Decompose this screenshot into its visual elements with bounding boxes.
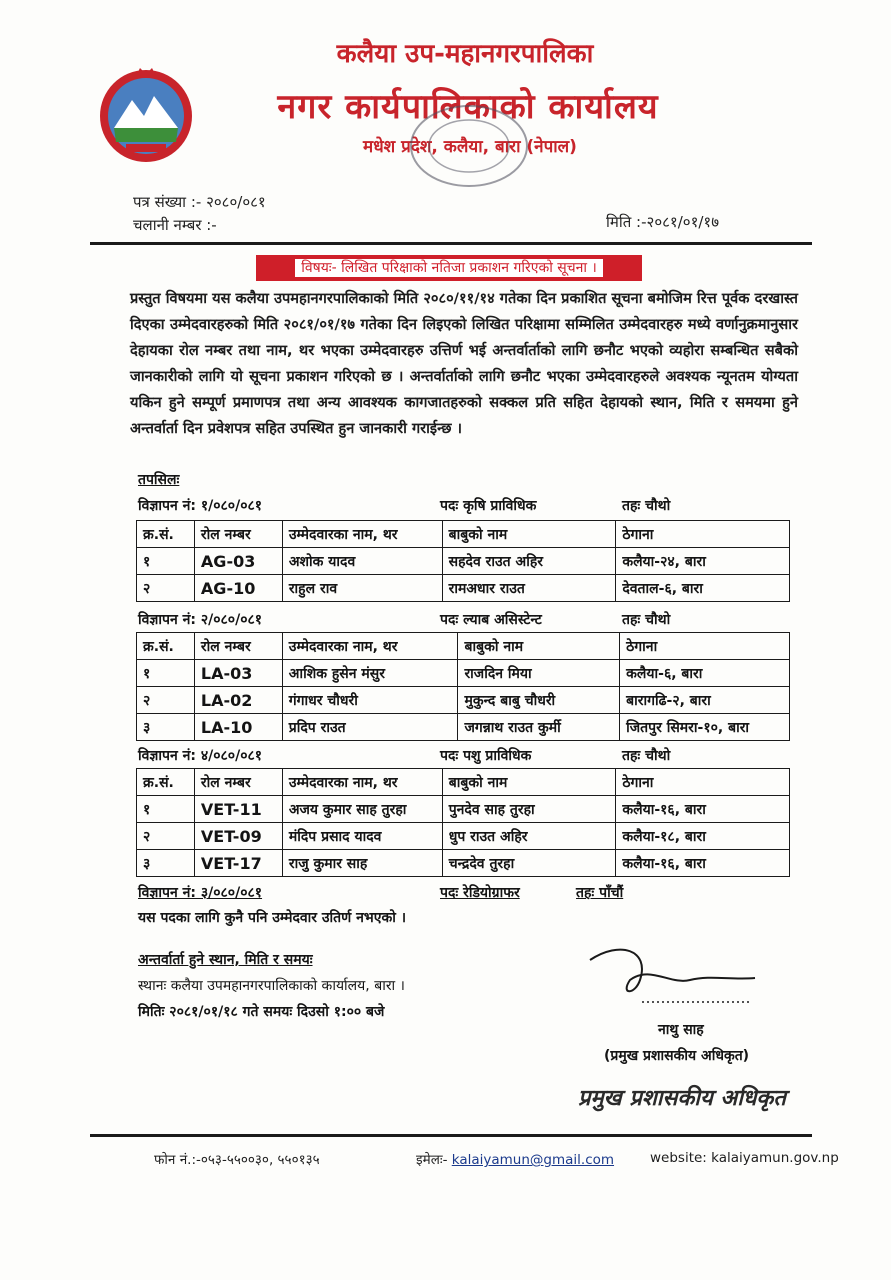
section-4-post: पदः रेडियोग्राफर (440, 885, 520, 901)
patra-sankhya: पत्र संख्या :- २०८०/०८१ (133, 193, 266, 211)
cell-sn: ३ (137, 850, 195, 877)
cell-sn: १ (137, 548, 195, 575)
col-roll: रोल नम्बर (194, 769, 282, 796)
section-1-table (136, 520, 790, 602)
office-stamp-icon (394, 98, 544, 194)
cell-name: राजु कुमार साह (282, 850, 442, 877)
signatory-name: नाथु साह (658, 1022, 704, 1038)
cell-sn: २ (137, 823, 195, 850)
col-father: बाबुको नाम (442, 769, 616, 796)
cell-father: धुप राउत अहिर (442, 823, 616, 850)
col-father: बाबुको नाम (458, 633, 620, 660)
cell-father: राजदिन मिया (458, 660, 620, 687)
col-name: उम्मेदवारका नाम, थर (282, 521, 442, 548)
designation-stamp: प्रमुख प्रशासकीय अधिकृत (578, 1086, 786, 1111)
cell-roll: VET-17 (194, 850, 282, 877)
section-3-level: तहः चौथो (622, 748, 671, 764)
section-4-vigyapan: विज्ञापन नं: ३/०८०/०८१ (138, 885, 263, 901)
col-address: ठेगाना (616, 769, 790, 796)
cell-address: कलैया-१६, बारा (616, 850, 790, 877)
footer-phone: फोन नं.:-०५३-५५००३०, ५५०१३५ (154, 1152, 320, 1168)
cell-father: चन्द्रदेव तुरहा (442, 850, 616, 877)
col-sn: क्र.सं. (137, 769, 195, 796)
section-1-level: तहः चौथो (622, 498, 671, 514)
table-row (137, 548, 790, 575)
header-divider (90, 242, 812, 245)
section-1-post: पदः कृषि प्राविधिक (440, 498, 537, 514)
cell-address: कलैया-२४, बारा (616, 548, 790, 575)
footer-email-label: इमेलः- (416, 1152, 448, 1168)
col-address: ठेगाना (620, 633, 790, 660)
cell-father: मुकुन्द बाबु चौधरी (458, 687, 620, 714)
section-4-level: तहः पाँचौं (576, 885, 624, 901)
cell-name: अशोक यादव (282, 548, 442, 575)
section-1-vigyapan: विज्ञापन नं: १/०८०/०८१ (138, 498, 263, 514)
subject-banner (256, 255, 642, 281)
table-header-row (137, 633, 790, 660)
table-row (137, 660, 790, 687)
section-2-level: तहः चौथो (622, 612, 671, 628)
cell-sn: २ (137, 575, 195, 602)
table-row (137, 850, 790, 877)
section-2-table (136, 632, 790, 741)
table-header-row (137, 521, 790, 548)
subject-text: विषयः- लिखित परिक्षाको नतिजा प्रकाशन गरिएको सूचना । (295, 259, 603, 277)
col-address: ठेगाना (616, 521, 790, 548)
cell-roll: LA-02 (194, 687, 282, 714)
cell-address: कलैया-१८, बारा (616, 823, 790, 850)
cell-address: देवताल-६, बारा (616, 575, 790, 602)
municipality-name: कलैया उप-महानगरपालिका (336, 39, 594, 69)
cell-name: मंदिप प्रसाद यादव (282, 823, 442, 850)
section-3-table (136, 768, 790, 877)
interview-datetime: मितिः २०८१/०१/१८ गते समयः दिउसो १:०० बजे (138, 1004, 385, 1020)
cell-sn: २ (137, 687, 195, 714)
cell-father: जगन्नाथ राउत कुर्मी (458, 714, 620, 741)
cell-roll: VET-09 (194, 823, 282, 850)
col-roll: रोल नम्बर (194, 521, 282, 548)
section-3-post: पदः पशु प्राविधिक (440, 748, 532, 764)
table-header-row (137, 769, 790, 796)
cell-father: सहदेव राउत अहिर (442, 548, 616, 575)
office-address: मधेश प्रदेश, कलैया, बारा (नेपाल) (363, 137, 577, 157)
cell-address: कलैया-१६, बारा (616, 796, 790, 823)
cell-father: पुनदेव साह तुरहा (442, 796, 616, 823)
cell-father: रामअधार राउत (442, 575, 616, 602)
table-row (137, 823, 790, 850)
tapasil-label: तपसिलः (138, 472, 180, 488)
cell-roll: LA-03 (194, 660, 282, 687)
section-3-vigyapan: विज्ञापन नं: ४/०८०/०८१ (138, 748, 263, 764)
interview-heading: अन्तर्वार्ता हुने स्थान, मिति र समयः (138, 952, 313, 968)
cell-address: कलैया-६, बारा (620, 660, 790, 687)
cell-roll: AG-03 (194, 548, 282, 575)
col-sn: क्र.सं. (137, 633, 195, 660)
section-4-note: यस पदका लागि कुनै पनि उम्मेदवार उतिर्ण नभएको । (138, 910, 407, 926)
cell-roll: LA-10 (194, 714, 282, 741)
col-name: उम्मेदवारका नाम, थर (282, 633, 458, 660)
col-name: उम्मेदवारका नाम, थर (282, 769, 442, 796)
table-row (137, 687, 790, 714)
col-sn: क्र.सं. (137, 521, 195, 548)
footer-divider (90, 1134, 812, 1137)
letter-date: मिति :-२०८१/०१/१७ (606, 213, 720, 231)
table-row (137, 796, 790, 823)
section-2-vigyapan: विज्ञापन नं: २/०८०/०८१ (138, 612, 263, 628)
cell-sn: १ (137, 660, 195, 687)
cell-address: जितपुर सिमरा-१०, बारा (620, 714, 790, 741)
table-row (137, 714, 790, 741)
cell-name: राहुल राव (282, 575, 442, 602)
cell-address: बारागढि-२, बारा (620, 687, 790, 714)
col-roll: रोल नम्बर (194, 633, 282, 660)
office-name: नगर कार्यपालिकाको कार्यालय (277, 87, 659, 127)
cell-sn: १ (137, 796, 195, 823)
section-2-post: पदः ल्याब असिस्टेन्ट (440, 612, 542, 628)
footer-website[interactable]: website: kalaiyamun.gov.np (650, 1150, 839, 1166)
cell-roll: VET-11 (194, 796, 282, 823)
cell-name: आशिक हुसेन मंसुर (282, 660, 458, 687)
footer-email-link[interactable]: kalaiyamun@gmail.com (451, 1152, 615, 1168)
cell-name: प्रदिप राउत (282, 714, 458, 741)
footer-email-group (416, 1150, 614, 1168)
cell-roll: AG-10 (194, 575, 282, 602)
cell-name: गंगाधर चौधरी (282, 687, 458, 714)
signatory-title: (प्रमुख प्रशासकीय अधिकृत) (604, 1048, 750, 1064)
cell-name: अजय कुमार साह तुरहा (282, 796, 442, 823)
interview-place: स्थानः कलैया उपमहानगरपालिकाको कार्यालय, बारा । (138, 978, 405, 994)
cell-sn: ३ (137, 714, 195, 741)
col-father: बाबुको नाम (442, 521, 616, 548)
signature-icon (580, 940, 780, 1010)
table-row (137, 575, 790, 602)
chalani-number: चलानी नम्बर :- (133, 216, 217, 234)
notice-paragraph: प्रस्तुत विषयमा यस कलैया उपमहानगरपालिकाको मिति २०८०/११/१४ गतेका दिन प्रकाशित सूचना बमोजिम रित्त पूर्वक दरखास्त दिएका उम्मेदवारहरुको मिति २०८१/०१/१७ गतेका दिन लिइएको लिखित परिक्षामा सम्मिलित उम्मेदवारहरु मध्ये वर्णानुक्रमानुसार देहायका रोल नम्बर तथा नाम, थर भएका उम्मेदवारहरु उत्तिर्ण भई अन्तर्वार्ताको लागि छनौट भएको व्यहोरा सम्बन्धित सबैको जानकारीको लागि यो सूचना प्रकाशन गरिएको छ । अन्तर्वार्ताको लागि छनौट भएका उम्मेदवारहरुले अवश्यक न्यूनतम योग्यता यकिन हुने सम्पूर्ण प्रमाणपत्र तथा अन्य आवश्यक कागजातहरुको सक्कल प्रति सहित देहायको स्थान, मिति र समयमा हुने अन्तर्वार्ता दिन प्रवेशपत्र सहित उपस्थित हुन जानकारी गराईन्छ । (130, 290, 798, 437)
nepal-emblem-icon (96, 66, 196, 166)
